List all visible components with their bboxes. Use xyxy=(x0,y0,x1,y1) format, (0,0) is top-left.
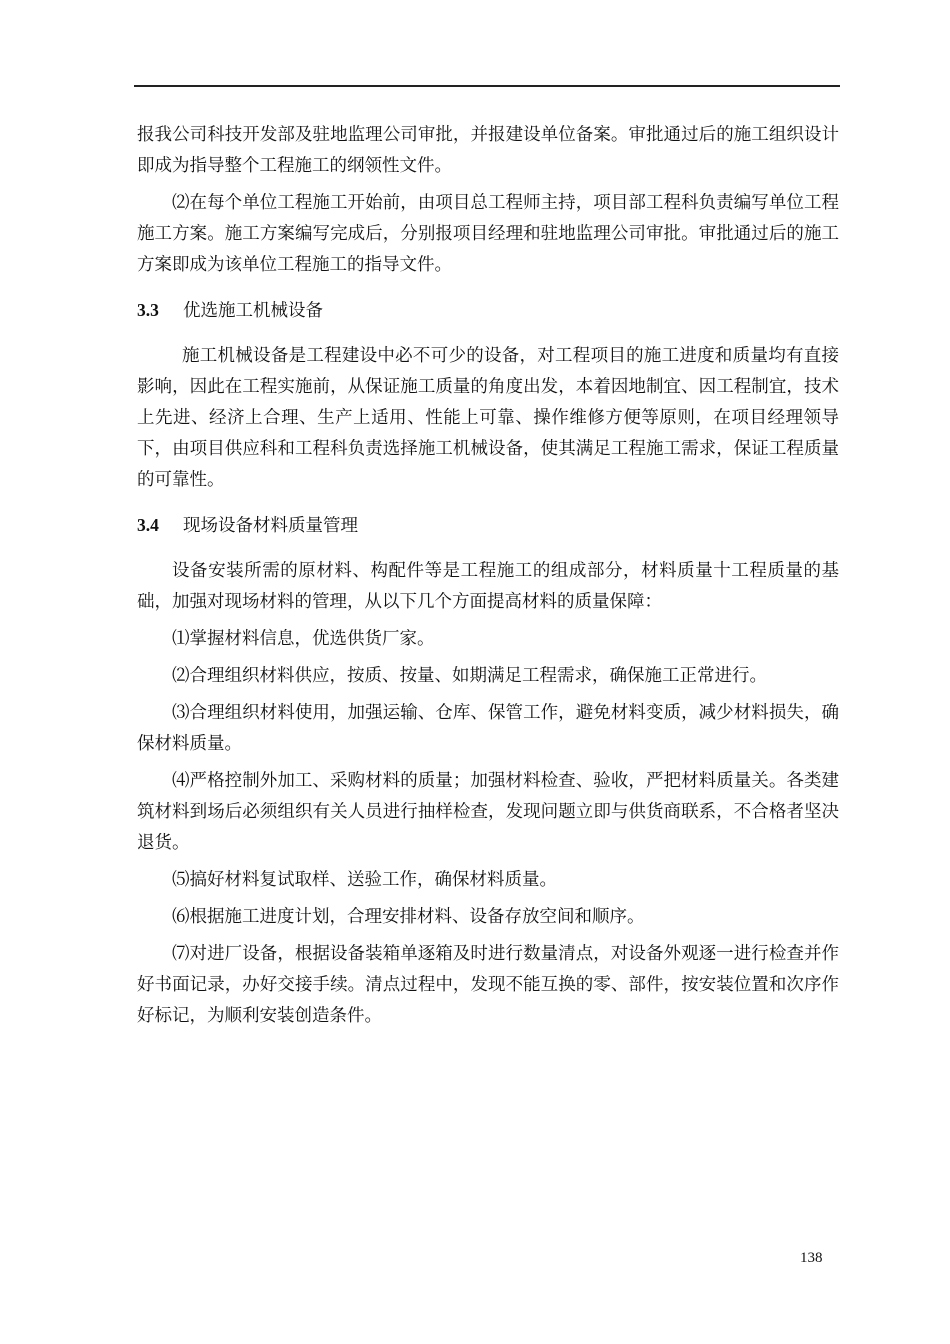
list-item: ⑷严格控制外加工、采购材料的质量；加强材料检查、验收，严把材料质量关。各类建筑材料到场后必须组织有关人员进行抽样检查，发现问题立即与供货商联系，不合格者坚决退货。 xyxy=(137,771,839,853)
section-3-4-intro: 设备安装所需的原材料、构配件等是工程施工的组成部分，材料质量十工程质量的基础，加强对现场材料的管理，从以下几个方面提高材料的质量保障： xyxy=(137,561,839,612)
section-title: 优选施工机械设备 xyxy=(183,301,323,321)
list-item: ⑴掌握材料信息，优选供货厂家。 xyxy=(172,629,435,649)
paragraph-item-2: ⑵在每个单位工程施工开始前，由项目总工程师主持，项目部工程科负责编写单位工程施工方案。施工方案编写完成后，分别报项目经理和驻地监理公司审批。审批通过后的施工方案即成为该单位工程施工的指导文件。 xyxy=(137,193,839,275)
paragraph-continuation: 报我公司科技开发部及驻地监理公司审批，并报建设单位备案。审批通过后的施工组织设计即成为指导整个工程施工的纲领性文件。 xyxy=(137,125,839,176)
list-item: ⑶合理组织材料使用，加强运输、仓库、保管工作，避免材料变质，减少材料损失，确保材料质量。 xyxy=(137,703,839,754)
section-number: 3.3 xyxy=(137,300,159,320)
list-item: ⑺对进厂设备，根据设备装箱单逐箱及时进行数量清点，对设备外观逐一进行检查并作好书面记录，办好交接手续。清点过程中，发现不能互换的零、部件，按安装位置和次序作好标记，为顺利安装创造条件。 xyxy=(137,944,839,1026)
list-item: ⑸搞好材料复试取样、送验工作，确保材料质量。 xyxy=(172,870,557,890)
header-rule xyxy=(134,85,840,87)
section-3-3-body: 施工机械设备是工程建设中必不可少的设备，对工程项目的施工进度和质量均有直接影响，因此在工程实施前，从保证施工质量的角度出发，本着因地制宜、因工程制宜，技术上先进、经济上合理、生产上适用、性能上可靠、操作维修方便等原则，在项目经理领导下，由项目供应科和工程科负责选择施工机械设备，使其满足工程施工需求，保证工程质量的可靠性。 xyxy=(137,346,839,490)
page-number: 138 xyxy=(800,1250,823,1266)
section-heading-3-3 xyxy=(137,295,839,327)
section-number: 3.4 xyxy=(137,515,159,535)
page-body xyxy=(137,120,839,1032)
section-title: 现场设备材料质量管理 xyxy=(183,516,358,536)
list-item: ⑵合理组织材料供应，按质、按量、如期满足工程需求，确保施工正常进行。 xyxy=(172,666,767,686)
section-heading-3-4 xyxy=(137,510,839,542)
list-item: ⑹根据施工进度计划，合理安排材料、设备存放空间和顺序。 xyxy=(172,907,645,927)
